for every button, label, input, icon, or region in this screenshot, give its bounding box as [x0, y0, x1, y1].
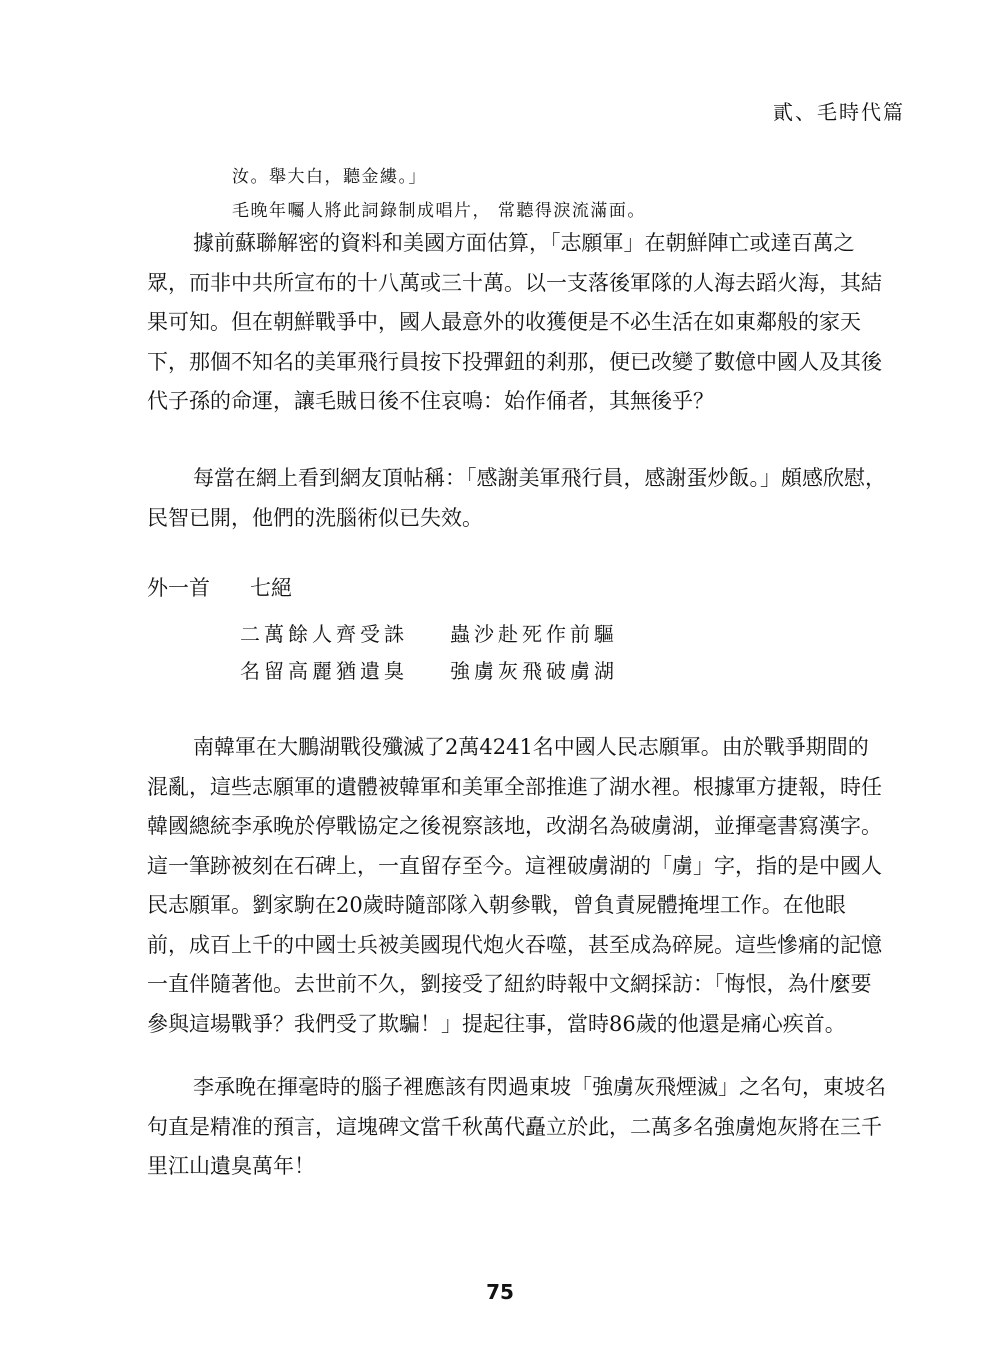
paragraph-1: 據前蘇聯解密的資料和美國方面估算，「志願軍」在朝鮮陣亡或達百萬之眾，而非中共所宣布的十八萬或三十萬。以一支落後軍隊的人海去蹈火海，其結果可知。但在朝鮮戰爭中，國人最意外的收獲便是不必生活在如東鄰般的家天下，那個不知名的美軍飛行員按下投彈鈕的剎那，便已改變了數億中國人及其後代子孫的命運，讓毛賊日後不住哀鳴：始作俑者，其無後乎？ [147, 231, 882, 413]
paragraph-2: 每當在網上看到網友頂帖稱：「感謝美軍飛行員，感謝蛋炒飯。」頗感欣慰，民智已開，他們的洗腦術似已失效。 [147, 466, 886, 530]
poem-title [147, 572, 292, 602]
poem-heading: 外一首 [147, 576, 210, 600]
poem-form: 七絕 [250, 576, 292, 600]
poem-line-2: 名留高麗猶遺臭 強虜灰飛破虜湖 [240, 659, 618, 683]
poem-line-1: 二萬餘人齊受誅 蟲沙赴死作前驅 [240, 622, 618, 646]
paragraph-3: 南韓軍在大鵬湖戰役殲滅了2萬4241名中國人民志願軍。由於戰爭期間的混亂，這些志願軍的遺體被韓軍和美軍全部推進了湖水裡。根據軍方捷報，時任韓國總統李承晚於停戰協定之後視察該地，改湖名為破虜湖，並揮毫書寫漢字。這一筆跡被刻在石碑上，一直留存至今。這裡破虜湖的「虜」字，指的是中國人民志願軍。劉家駒在20歲時隨部隊入朝參戰，曾負責屍體掩埋工作。在他眼前，成百上千的中國士兵被美國現代炮火吞噬，甚至成為碎屍。這些慘痛的記憶一直伴隨著他。去世前不久，劉接受了紐約時報中文網採訪：「悔恨，為什麼要參與這場戰爭？我們受了欺騙！」提起往事，當時86歲的他還是痛心疾首。 [147, 735, 882, 1036]
paragraph-4: 李承晚在揮毫時的腦子裡應該有閃過東坡「強虜灰飛煙滅」之名句，東坡名句直是精准的預言，這塊碑文當千秋萬代矗立於此，二萬多名強虜炮灰將在三千里江山遺臭萬年！ [147, 1075, 886, 1178]
quote-line-2: 毛晚年囑人將此詞錄制成唱片， 常聽得淚流滿面。 [232, 201, 646, 221]
page-number: 75 [486, 1280, 514, 1304]
running-header: 貳、毛時代篇 [773, 100, 905, 124]
quote-line-1: 汝。舉大白，聽金縷。」 [232, 167, 427, 187]
